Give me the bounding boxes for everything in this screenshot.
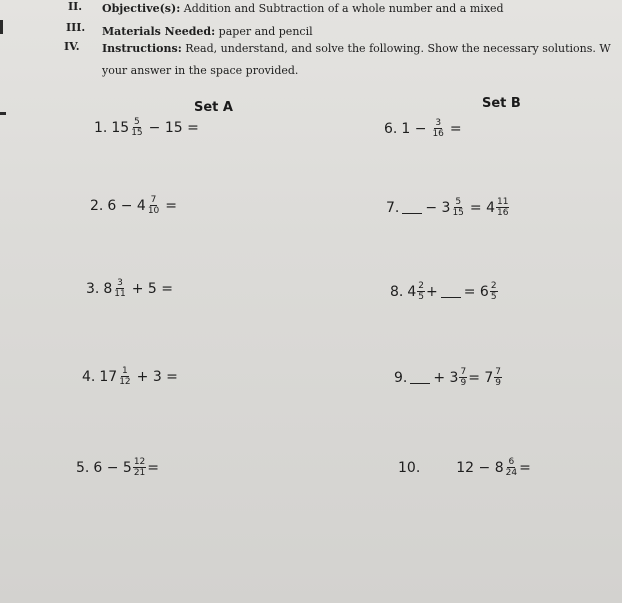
denominator: 9 [460, 378, 467, 388]
instructions-continuation: your answer in the space provided. [102, 64, 299, 77]
problem-5 [76, 457, 159, 478]
instructions-number: IV. [64, 40, 80, 53]
expression-start: 1 − [401, 120, 427, 137]
denominator: 15 [131, 128, 143, 138]
fraction [118, 366, 131, 387]
denominator: 5 [490, 292, 497, 302]
denominator: 16 [432, 129, 444, 139]
problem-9 [394, 367, 503, 388]
page-edge-mark [0, 112, 6, 115]
answer-blank [402, 212, 422, 214]
problem-4 [82, 366, 178, 387]
expression-plus: + [426, 283, 438, 300]
answer-blank [410, 382, 430, 384]
objective-text [102, 2, 504, 15]
numerator: 3 [117, 278, 123, 288]
numerator: 7 [150, 195, 157, 205]
denominator: 21 [133, 468, 146, 478]
numerator: 12 [133, 457, 146, 467]
denominator: 15 [452, 208, 464, 218]
problem-number: 5. [76, 459, 90, 476]
problem-number: 7. [386, 199, 400, 216]
fraction [130, 117, 143, 138]
expression-start: 6 − 4 [107, 197, 146, 214]
problem-number: 4. [82, 368, 96, 385]
numerator: 3 [435, 118, 442, 128]
materials-label: Materials Needed: [102, 25, 216, 38]
expression-rest: + 5 = [131, 280, 174, 297]
numerator: 7 [495, 367, 502, 377]
problem-8 [390, 281, 499, 302]
instructions-value: Read, understand, and solve the following. Show the necessary solutions. W [181, 42, 611, 55]
objective-number: II. [68, 0, 83, 13]
whole-number: 15 [111, 119, 130, 136]
numerator: 5 [134, 117, 140, 127]
expression-equals: = 4 [469, 199, 495, 216]
denominator: 5 [418, 292, 425, 302]
expression-rest: + 3 = [136, 368, 178, 385]
problem-number: 8. [390, 283, 404, 300]
expression-start: 6 − 5 [93, 459, 132, 476]
expression-rest: = [519, 459, 531, 476]
denominator: 24 [505, 468, 518, 478]
denominator: 11 [114, 289, 126, 299]
page-edge-mark [0, 20, 3, 34]
denominator: 9 [495, 378, 502, 388]
fraction [113, 278, 126, 299]
materials-value: paper and pencil [215, 25, 313, 38]
problem-number: 9. [394, 369, 408, 386]
problem-number: 10. [398, 459, 421, 476]
denominator: 16 [497, 208, 509, 218]
whole-number: 8 [103, 280, 113, 297]
fraction [451, 197, 464, 218]
set-b-title: Set B [482, 96, 521, 111]
problem-number: 6. [384, 120, 398, 137]
fraction [496, 197, 509, 218]
numerator: 2 [490, 281, 497, 291]
numerator: 1 [122, 366, 128, 376]
problem-6 [384, 118, 462, 139]
expression-rest: − 15 = [148, 119, 199, 136]
numerator: 7 [460, 367, 467, 377]
expression-equals: = 7 [468, 369, 494, 386]
expression-rest: = [147, 459, 159, 476]
problem-number: 3. [86, 280, 100, 297]
problem-number: 2. [90, 197, 104, 214]
numerator: 5 [455, 197, 462, 207]
problem-10 [398, 457, 531, 478]
instructions-text [102, 42, 611, 55]
materials-number: III. [66, 21, 86, 34]
fraction [459, 367, 467, 388]
set-a-title: Set A [194, 100, 233, 115]
instructions-label: Instructions: [102, 42, 182, 55]
problem-1 [94, 117, 199, 138]
expression-rest: = [449, 120, 462, 137]
objective-value: Addition and Subtraction of a whole number and a mixed [180, 2, 504, 15]
fraction [494, 367, 502, 388]
whole-number: 17 [99, 368, 118, 385]
numerator: 2 [418, 281, 425, 291]
fraction [133, 457, 146, 478]
fraction [147, 195, 160, 216]
fraction [490, 281, 498, 302]
problem-number: 1. [94, 119, 108, 136]
fraction [505, 457, 518, 478]
numerator: 11 [497, 197, 509, 207]
materials-text [102, 25, 313, 38]
expression-plus: + 3 [433, 369, 459, 386]
denominator: 12 [119, 377, 131, 387]
answer-blank [441, 296, 461, 298]
expression-equals: = 6 [463, 283, 489, 300]
expression-start: 12 − 8 [456, 459, 504, 476]
problem-2 [90, 195, 177, 216]
objective-label: Objective(s): [102, 2, 181, 15]
expression-rest: = [165, 197, 177, 214]
fraction [417, 281, 425, 302]
denominator: 10 [147, 206, 160, 216]
fraction [431, 118, 444, 139]
whole-number: 4 [407, 283, 417, 300]
expression-middle: − 3 [425, 199, 451, 216]
problem-7 [386, 197, 510, 218]
numerator: 6 [508, 457, 515, 467]
problem-3 [86, 278, 173, 299]
